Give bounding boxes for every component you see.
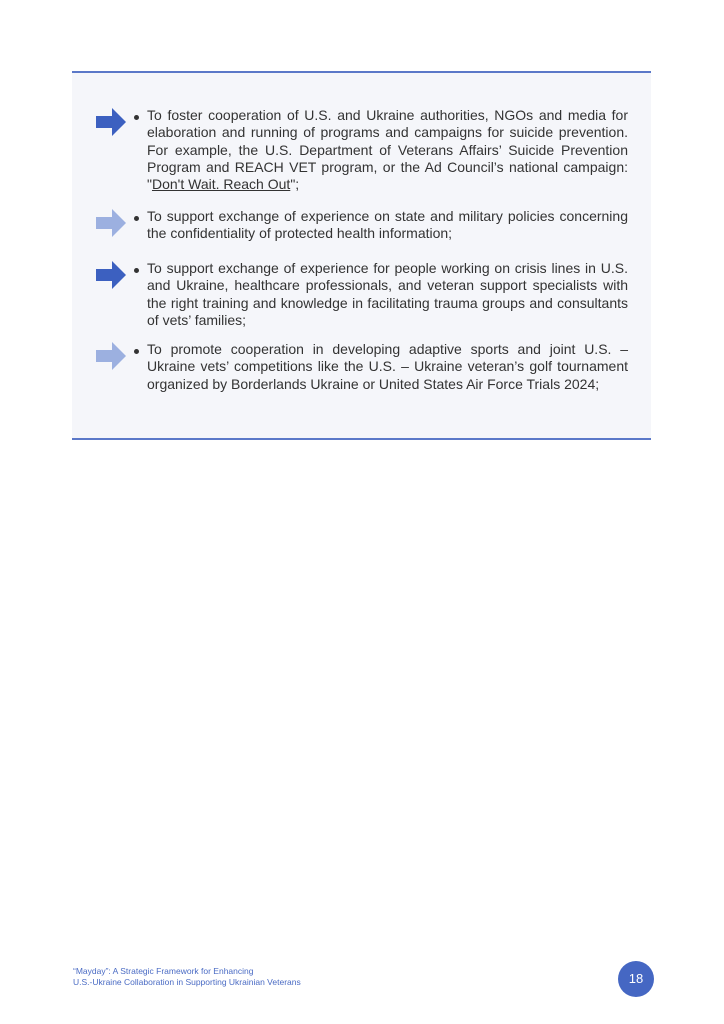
campaign-link[interactable]: Don't Wait. Reach Out xyxy=(151,176,291,193)
content-panel xyxy=(72,71,651,440)
footer-line-1: “Mayday”: A Strategic Framework for Enhancing xyxy=(73,966,254,976)
footer-title xyxy=(73,966,301,988)
list-item-text: To promote cooperation in developing adaptive sports and joint U.S. – Ukraine vets’ competitions like the U.S. – Ukraine veteran’s golf tournament organized by Borderlands Ukraine or United States Air Force Trials 2024; xyxy=(147,341,628,392)
list-item-text: To support exchange of experience on state and military policies concerning the confidentiality of protected health information; xyxy=(147,208,628,242)
bullet-dot xyxy=(134,268,139,273)
page-number-badge: 18 xyxy=(618,961,654,997)
right-arrow-icon xyxy=(96,209,126,237)
bullet-dot xyxy=(134,216,139,221)
right-arrow-icon xyxy=(96,108,126,136)
bullet-dot xyxy=(134,349,139,354)
list-item-text: To foster cooperation of U.S. and Ukraine authorities, NGOs and media for elaboration and running of programs and campaigns for suicide prevention. For example, the U.S. Department of Veterans Affairs’ Suicide Prevention Program and REACH VET program, or the Ad Council’s national campaign: "Don't Wait. Reach Out"; xyxy=(147,107,628,193)
list-item-text: To support exchange of experience for people working on crisis lines in U.S. and Ukraine, healthcare professionals, and veteran support specialists with the right training and knowledge in facilitating trauma groups and consultants of vets’ families; xyxy=(147,260,628,328)
footer-line-2: U.S.-Ukraine Collaboration in Supporting Ukrainian Veterans xyxy=(73,977,301,987)
right-arrow-icon xyxy=(96,342,126,370)
right-arrow-icon xyxy=(96,261,126,289)
bullet-dot xyxy=(134,115,139,120)
